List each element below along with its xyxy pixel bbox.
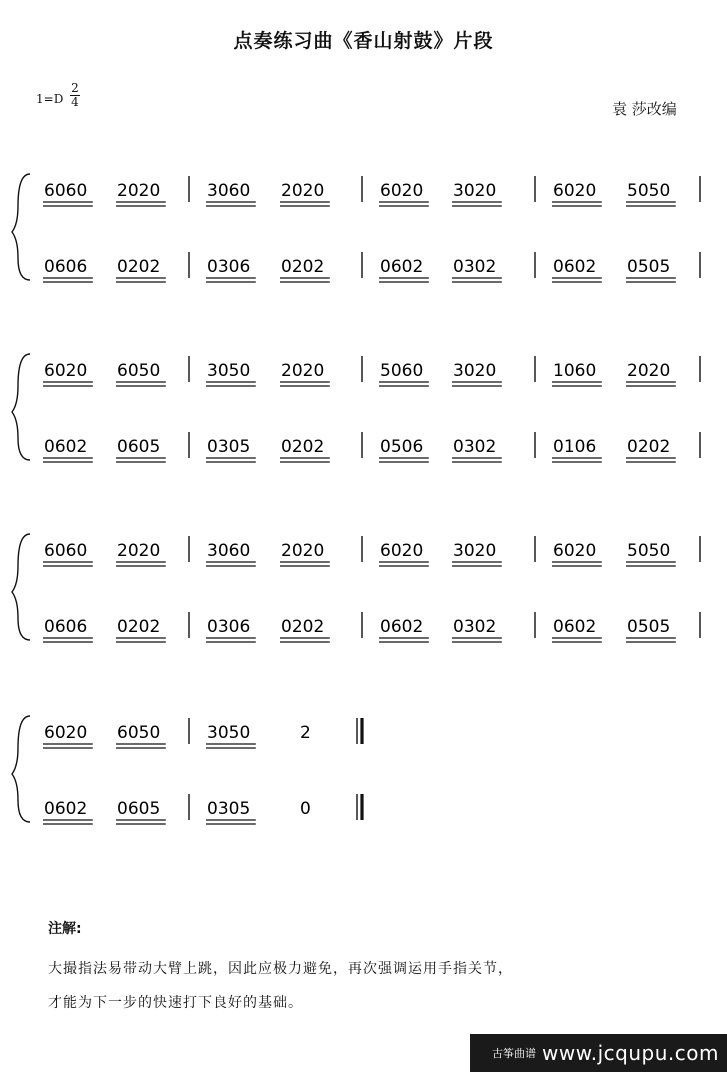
note-group: 0602 — [380, 617, 424, 637]
note-group: 0506 — [380, 437, 424, 457]
note-group: 5060 — [380, 361, 424, 381]
arranger-credit: 袁 莎改编 — [612, 100, 677, 118]
note-group: 0505 — [627, 257, 671, 277]
note-group: 2020 — [281, 181, 325, 201]
note-group: 0106 — [553, 437, 597, 457]
note-group: 3060 — [207, 541, 251, 561]
note-group: 0202 — [281, 437, 325, 457]
note-group: 0202 — [281, 617, 325, 637]
note-group: 6050 — [117, 723, 161, 743]
notes-line-2: 才能为下一步的快速打下良好的基础。 — [48, 995, 303, 1011]
note-group: 0305 — [207, 437, 251, 457]
notes-heading: 注解: — [48, 921, 82, 937]
note-group: 0605 — [117, 799, 161, 819]
note-group: 0302 — [453, 437, 497, 457]
note-group: 0602 — [380, 257, 424, 277]
note-group: 0602 — [44, 437, 88, 457]
note-group: 3020 — [453, 181, 497, 201]
note-group: 0302 — [453, 257, 497, 277]
note-group: 0505 — [627, 617, 671, 637]
watermark — [470, 1034, 727, 1072]
system-brace — [12, 534, 30, 640]
note-group: 6050 — [117, 361, 161, 381]
system-brace — [12, 174, 30, 280]
note-group: 6020 — [380, 181, 424, 201]
note-group: 6020 — [553, 181, 597, 201]
note-group: 6020 — [553, 541, 597, 561]
note-group: 0302 — [453, 617, 497, 637]
note-group: 0305 — [207, 799, 251, 819]
page-title: 点奏练习曲《香山射鼓》片段 — [233, 30, 494, 52]
note-group: 3020 — [453, 541, 497, 561]
note-group: 0606 — [44, 257, 88, 277]
note-group: 3060 — [207, 181, 251, 201]
note-group: 3050 — [207, 361, 251, 381]
system-brace — [12, 354, 30, 460]
note-group: 2 — [300, 723, 311, 743]
note-group: 2020 — [281, 541, 325, 561]
watermark-url: www.jcqupu.com — [542, 1041, 719, 1065]
note-group: 0602 — [553, 617, 597, 637]
note-group: 0 — [300, 799, 311, 819]
meter-bottom: 4 — [71, 95, 79, 109]
note-group: 5050 — [627, 181, 671, 201]
note-group: 0306 — [207, 617, 251, 637]
note-group: 2020 — [117, 541, 161, 561]
note-group: 6020 — [380, 541, 424, 561]
note-group: 0602 — [44, 799, 88, 819]
note-group: 1060 — [553, 361, 597, 381]
note-group: 6060 — [44, 541, 88, 561]
note-group: 2020 — [117, 181, 161, 201]
note-group: 0202 — [281, 257, 325, 277]
note-group: 0202 — [117, 617, 161, 637]
note-group: 0202 — [627, 437, 671, 457]
key-signature: 1=D — [36, 92, 64, 106]
watermark-label: 古筝曲谱 — [492, 1047, 536, 1060]
note-group: 0306 — [207, 257, 251, 277]
note-group: 2020 — [281, 361, 325, 381]
note-group: 0202 — [117, 257, 161, 277]
note-group: 5050 — [627, 541, 671, 561]
note-group: 6020 — [44, 723, 88, 743]
note-group: 6020 — [44, 361, 88, 381]
note-group: 6060 — [44, 181, 88, 201]
system-brace — [12, 716, 30, 822]
note-group: 0602 — [553, 257, 597, 277]
note-group: 0606 — [44, 617, 88, 637]
note-group: 3020 — [453, 361, 497, 381]
note-group: 0605 — [117, 437, 161, 457]
note-group: 2020 — [627, 361, 671, 381]
meter-top: 2 — [71, 81, 79, 95]
notes-line-1: 大撮指法易带动大臂上跳，因此应极力避免，再次强调运用手指关节， — [48, 961, 513, 977]
note-group: 3050 — [207, 723, 251, 743]
